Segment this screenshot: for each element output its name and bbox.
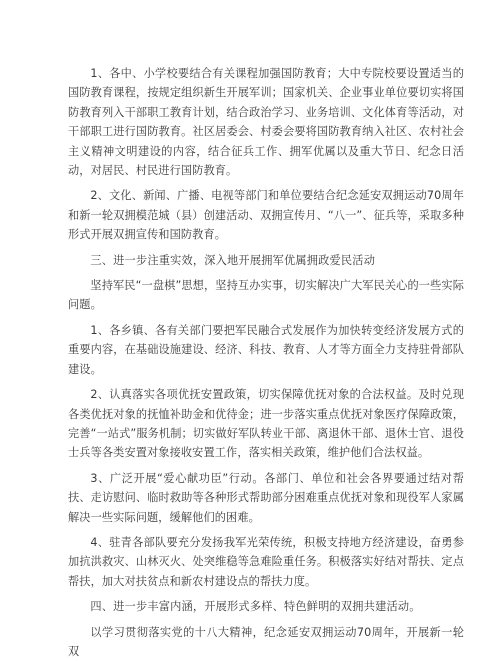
paragraph-8: 4、驻青各部队要充分发扬我军光荣传统，积极支持地方经济建设，奋勇参加抗洪救灾、山林灭火、处突维稳等急难险重任务。积极落实好结对帮扶、定点帮扶，加大对扶贫点和新农村建设点的帮扶力度。	[68, 535, 464, 588]
paragraph-7: 3、广泛开展“爱心献功臣”行动。各部门、单位和社会各界要通过结对帮扶、走访慰问、临时救助等各种形式帮助部分困难重点优抚对象和现役军人家属解决一些实际问题，缓解他们的困难。	[68, 471, 464, 524]
paragraph-1: 1、各中、小学校要结合有关课程加强国防教育；大中专院校要设置适当的国防教育课程，按规定组织新生开展军训；国家机关、企业事业单位要切实将国防教育列入干部职工教育计划，结合政治学习、业务培训、文化体育等活动，对干部职工进行国防教育。社区居委会、村委会要将国防教育纳入社区、农村社会主义精神文明建设的内容，结合征兵工作、拥军优属以及重大节日、纪念日活动，对居民、村民进行国防教育。	[68, 67, 464, 178]
paragraph-5: 1、各乡镇、各有关部门要把军民融合式发展作为加快转变经济发展方式的重要内容，在基础设施建设、经济、科技、教育、人才等方面全力支持驻骨部队建设。	[68, 323, 464, 376]
section-heading-9: 四、进一步丰富内涵，开展形式多样、特色鲜明的双拥共建活动。	[90, 600, 421, 614]
paragraph-2: 2、文化、新闻、广播、电视等部门和单位要结合纪念延安双拥运动70周年和新一轮双拥模范城（县）创建活动、双拥宣传月、“八一”、征兵等，采取多种形式开展双拥宣传和国防教育。	[68, 189, 464, 242]
section-heading-3: 三、进一步注重实效，深入地开展拥军优属拥政爱民活动	[90, 253, 376, 267]
paragraph-10: 以学习贯彻落实党的十八大精神，纪念延安双拥运动70周年，开展新一轮双	[68, 625, 464, 658]
paragraph-4: 坚持军民“一盘棋”思想，坚持互办实事，切实解决广大军民关心的一些实际问题。	[68, 279, 464, 312]
paragraph-6: 2、认真落实各项优抚安置政策，切实保障优抚对象的合法权益。及时兑现各类优抚对象的抚恤补助金和优待金；进一步落实重点优抚对象医疗保障政策，完善“一站式”服务机制；切实做好军队转业干部、离退休干部、退休士官、退役士兵等各类安置对象接收安置工作，落实相关政策，维护他们合法权益。	[68, 388, 464, 460]
